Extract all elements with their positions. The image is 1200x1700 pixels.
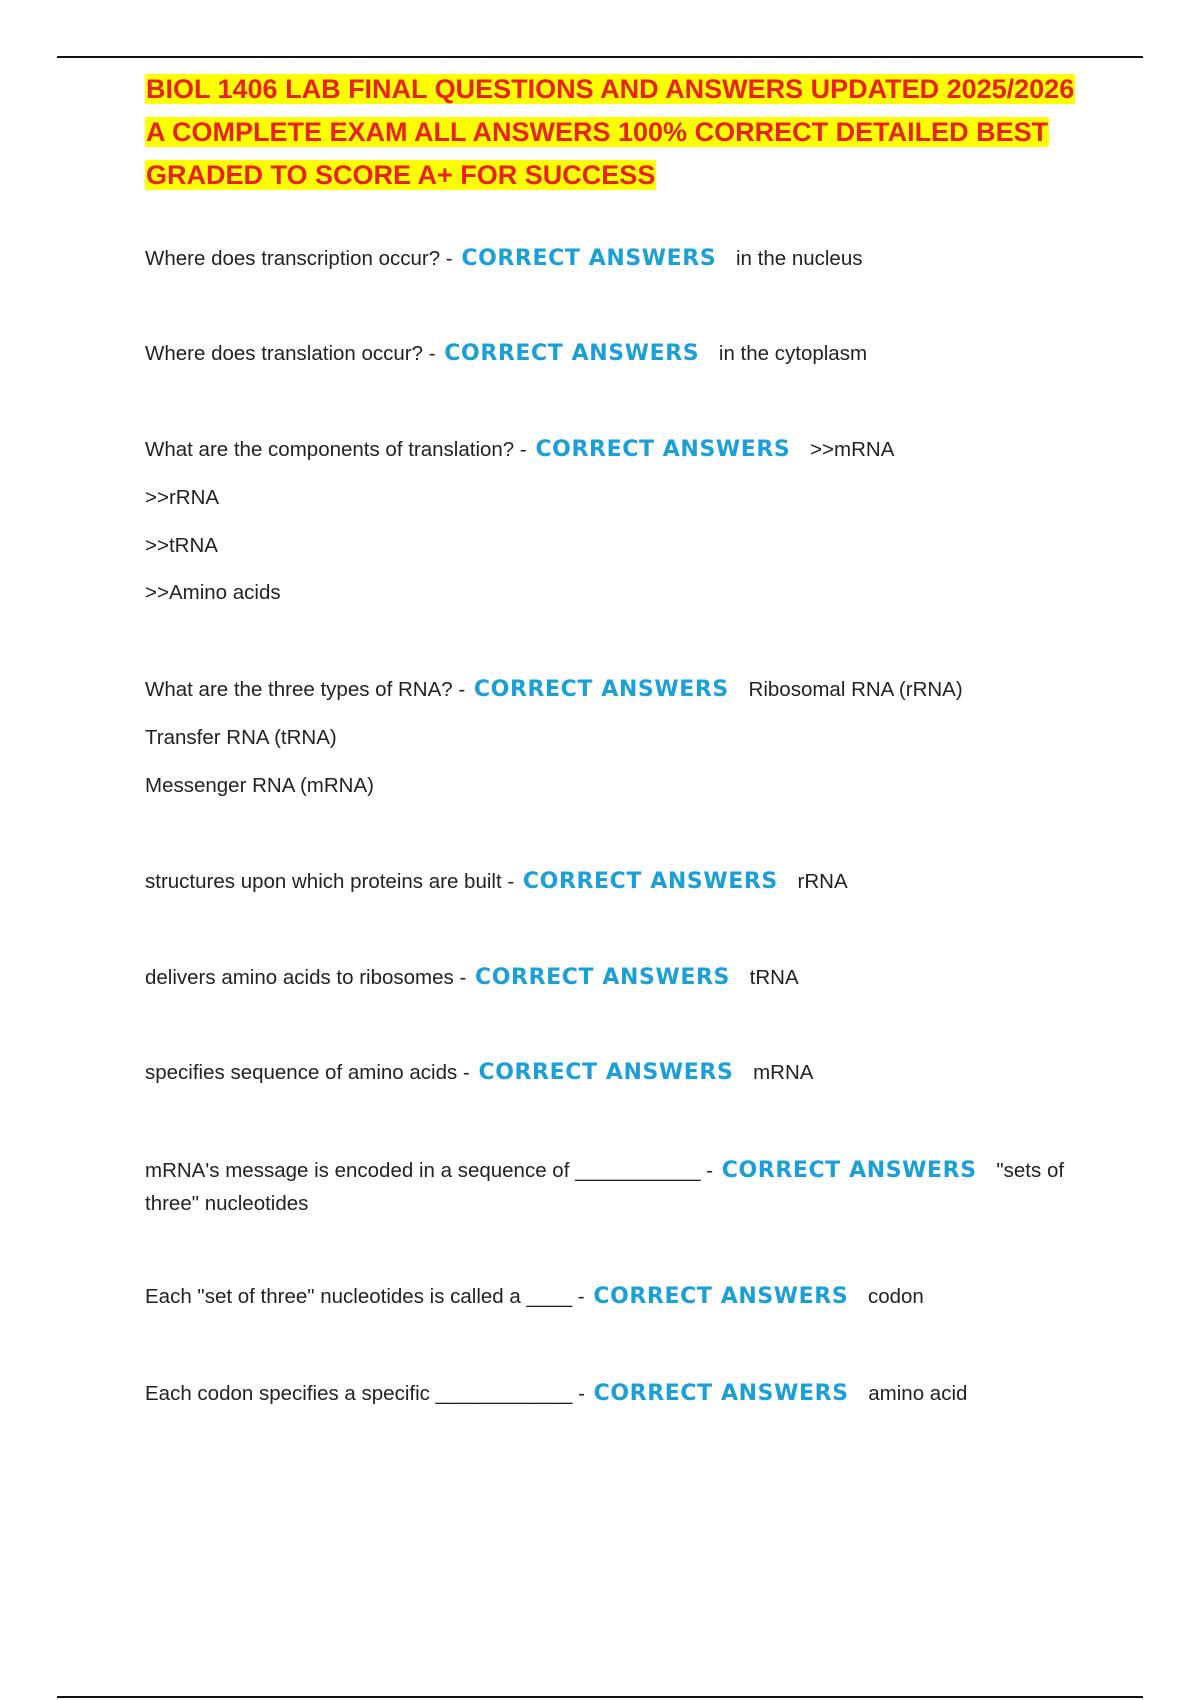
answer-continuation: >>tRNA (145, 534, 218, 557)
correct-answers-label: CORRECT ANSWERS (593, 1381, 849, 1406)
question-text: Where does translation occur? - (145, 342, 436, 365)
question-text: What are the three types of RNA? - (145, 678, 466, 701)
question-text: What are the components of translation? - (145, 438, 527, 461)
title-line-2: A COMPLETE EXAM ALL ANSWERS 100% CORRECT DETAILED BEST (146, 117, 1049, 147)
answer-text: in the cytoplasm (718, 342, 868, 365)
correct-answers-label: CORRECT ANSWERS (522, 869, 778, 894)
title-line-1: BIOL 1406 LAB FINAL QUESTIONS AND ANSWERS UPDATED 2025/2026 (146, 74, 1075, 104)
correct-answers-label: CORRECT ANSWERS (478, 1060, 734, 1085)
question-text: structures upon which proteins are built - (145, 870, 515, 893)
answer-continuation: Messenger RNA (mRNA) (145, 774, 374, 797)
qa-item (145, 866, 1085, 898)
answer-text: mRNA (753, 1061, 814, 1084)
correct-answers-label: CORRECT ANSWERS (444, 341, 700, 366)
question-text: Each codon specifies a specific ____________ - (145, 1382, 585, 1405)
bottom-rule (57, 1696, 1143, 1698)
qa-item (145, 338, 1085, 370)
answer-text: >>mRNA (810, 438, 895, 461)
qa-item (145, 1378, 1085, 1410)
qa-item (145, 243, 1085, 275)
answer-text: amino acid (868, 1382, 968, 1405)
correct-answers-label: CORRECT ANSWERS (593, 1284, 849, 1309)
qa-item (145, 1154, 1085, 1220)
answer-text: rRNA (797, 870, 848, 893)
document-title (145, 68, 1105, 197)
answer-text: "sets of three" nucleotides (145, 1159, 1065, 1215)
question-text: Each "set of three" nucleotides is called a ____ - (145, 1285, 585, 1308)
correct-answers-label: CORRECT ANSWERS (475, 965, 730, 990)
question-text: mRNA's message is encoded in a sequence of ___________ - (145, 1159, 714, 1182)
qa-item (145, 1057, 1085, 1089)
qa-item (145, 674, 1085, 802)
title-line-3: GRADED TO SCORE A+ FOR SUCCESS (146, 160, 656, 190)
qa-item (145, 962, 1085, 994)
question-text: Where does transcription occur? - (145, 247, 453, 270)
question-text: specifies sequence of amino acids - (145, 1061, 470, 1084)
correct-answers-label: CORRECT ANSWERS (461, 246, 717, 271)
top-rule (57, 56, 1143, 58)
qa-item (145, 1281, 1085, 1313)
answer-text: codon (867, 1285, 924, 1308)
answer-text: Ribosomal RNA (rRNA) (748, 678, 963, 701)
answer-text: in the nucleus (735, 247, 863, 270)
answer-continuation: Transfer RNA (tRNA) (145, 726, 337, 749)
answer-continuation: >>Amino acids (145, 581, 281, 604)
correct-answers-label: CORRECT ANSWERS (473, 677, 729, 702)
qa-item (145, 434, 1085, 609)
answer-continuation: >>rRNA (145, 486, 220, 509)
correct-answers-label: CORRECT ANSWERS (535, 437, 791, 462)
correct-answers-label: CORRECT ANSWERS (721, 1158, 977, 1183)
question-text: delivers amino acids to ribosomes - (145, 966, 467, 989)
answer-text: tRNA (749, 966, 799, 989)
